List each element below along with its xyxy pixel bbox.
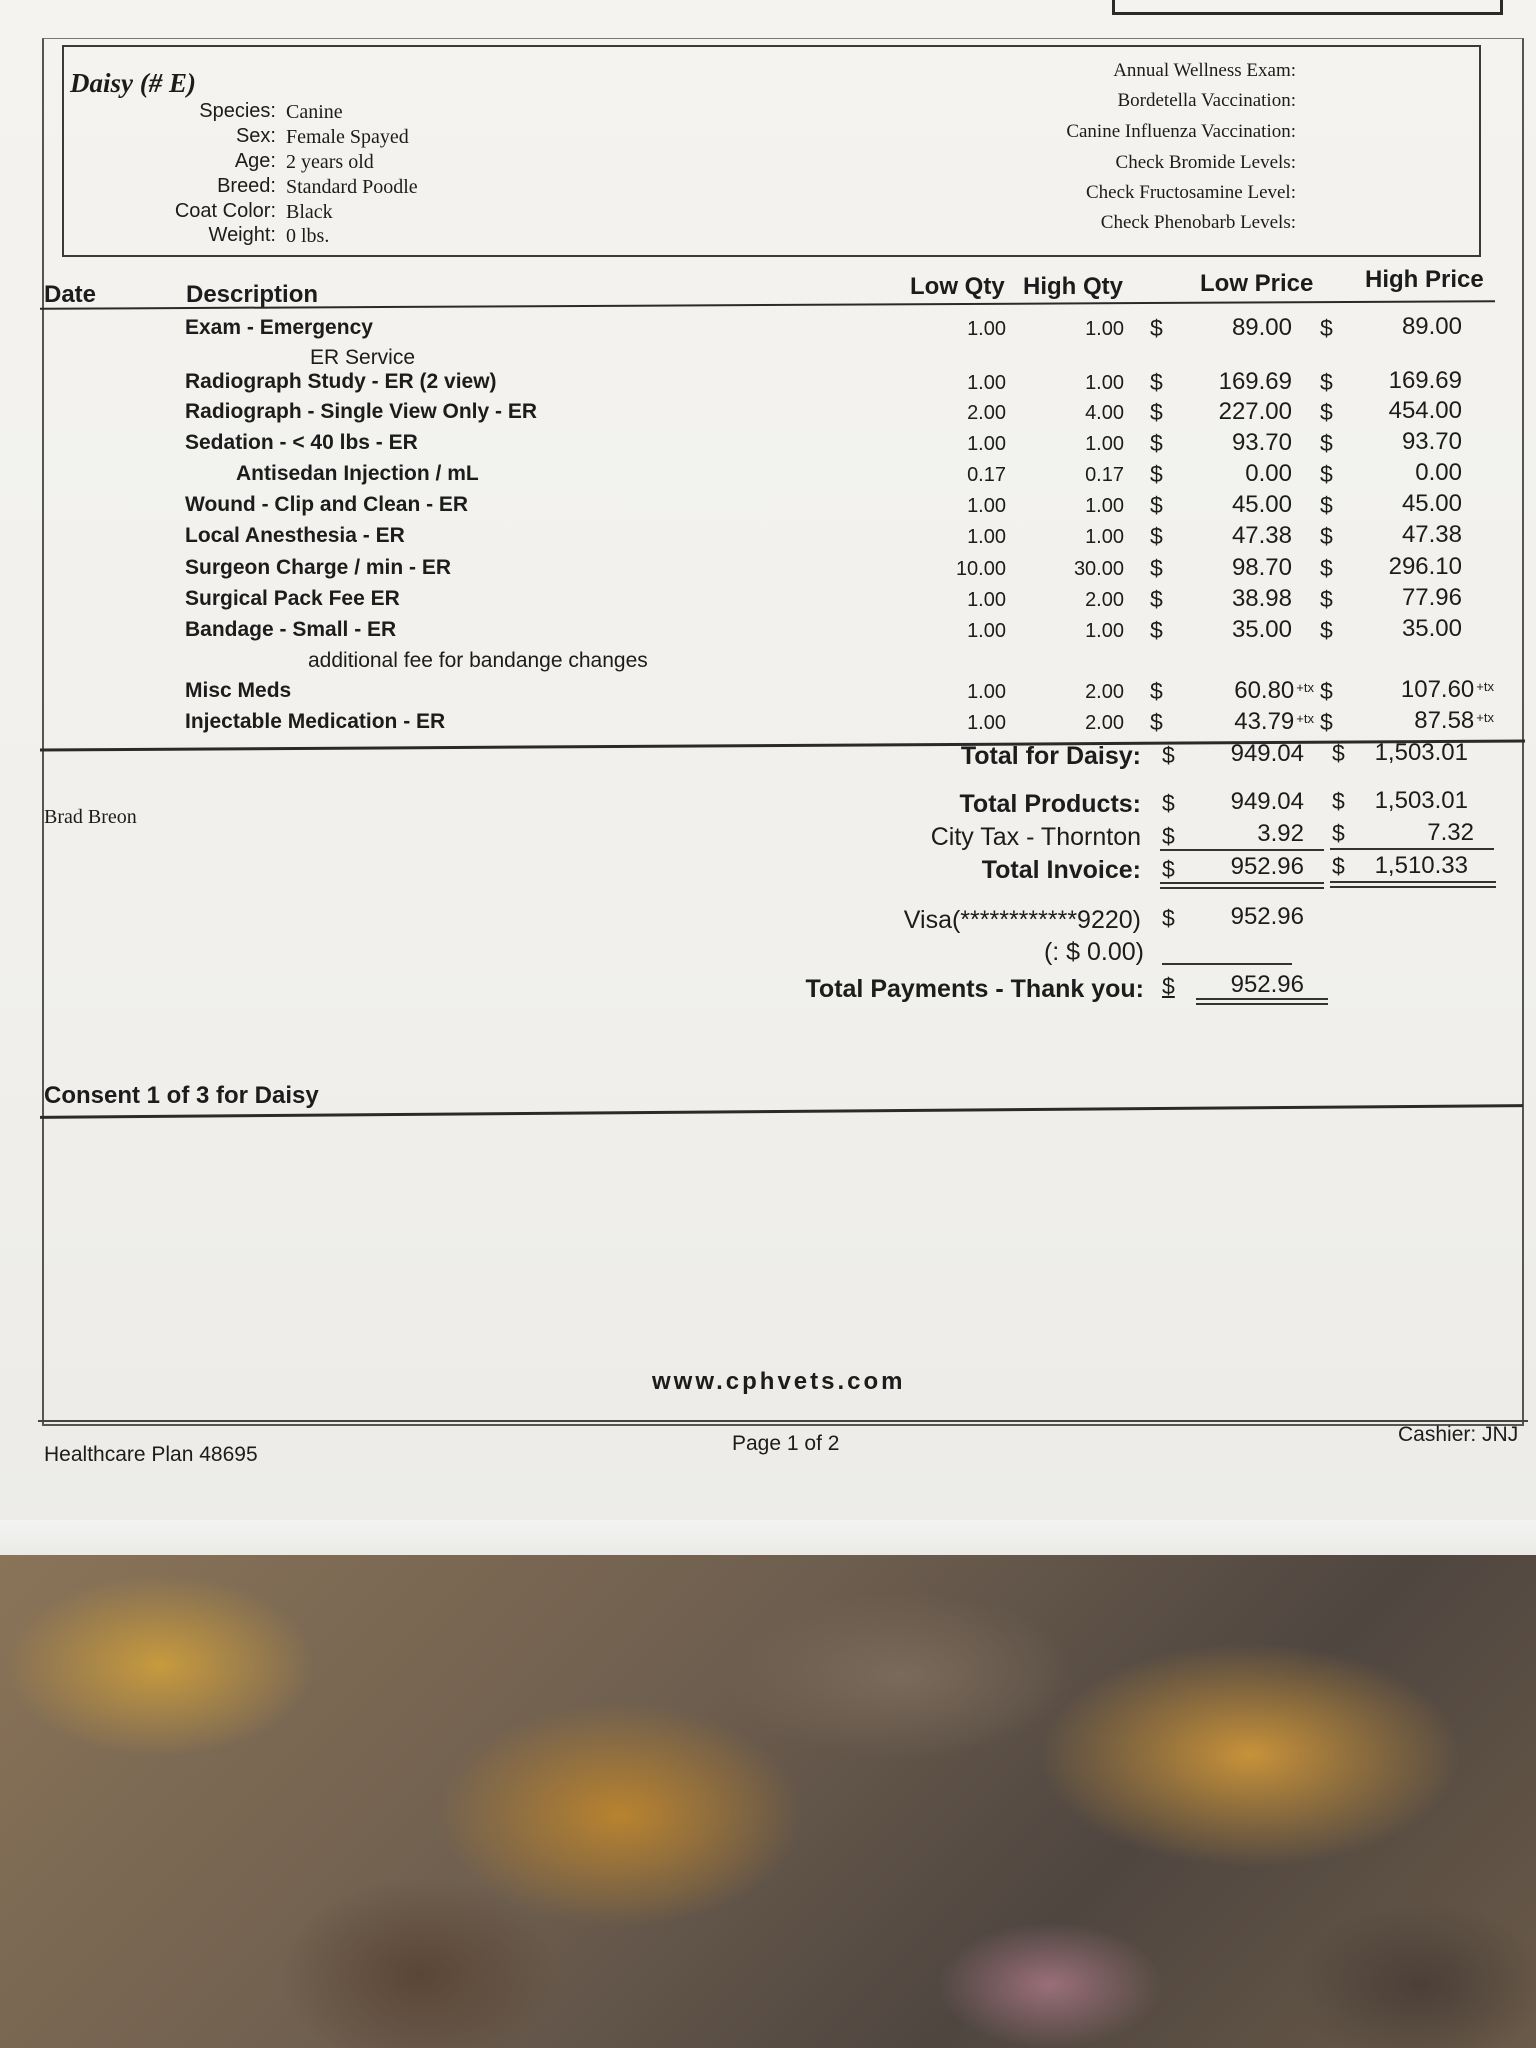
item-low-qty: 1.00 xyxy=(967,620,1006,642)
item-low-qty: 0.17 xyxy=(967,464,1006,486)
website: www.cphvets.com xyxy=(652,1368,906,1395)
healthcare-plan: Healthcare Plan 48695 xyxy=(44,1443,258,1466)
page-number: Page 1 of 2 xyxy=(732,1432,840,1455)
item-high-price xyxy=(1414,707,1494,735)
item-high-price xyxy=(1401,676,1494,704)
tax-low: 3.92 xyxy=(1257,820,1304,847)
item-low-price xyxy=(1232,314,1292,342)
item-high-price xyxy=(1389,367,1462,395)
item-low-price-value: 38.98 xyxy=(1231,585,1292,612)
visa-amount: 952.96 xyxy=(1230,903,1304,930)
currency-symbol: $ xyxy=(1150,709,1163,735)
item-low-qty: 1.00 xyxy=(967,372,1006,394)
item-low-price xyxy=(1245,460,1292,488)
item-high-price-value: 0.00 xyxy=(1415,459,1462,486)
item-low-price-value: 227.00 xyxy=(1218,398,1292,425)
item-description: Antisedan Injection / mL xyxy=(236,462,479,485)
currency-symbol: $ xyxy=(1320,492,1333,518)
currency-symbol: $ xyxy=(1162,973,1175,999)
currency-symbol: $ xyxy=(1150,617,1163,643)
change-label: (: $ 0.00) xyxy=(1043,938,1144,966)
currency-symbol: $ xyxy=(1150,555,1163,581)
item-description: Misc Meds xyxy=(185,679,292,702)
item-low-price xyxy=(1232,554,1292,582)
reminder-item: Canine Influenza Vaccination: xyxy=(1066,121,1296,142)
currency-symbol: $ xyxy=(1162,905,1175,931)
item-low-qty: 1.00 xyxy=(967,318,1006,340)
field-value: Female Spayed xyxy=(286,126,409,148)
granite-countertop xyxy=(0,1555,1536,2048)
visa-label: Visa(************9220) xyxy=(903,906,1141,934)
currency-symbol: $ xyxy=(1320,430,1333,456)
tax-underline-low xyxy=(1160,849,1324,851)
currency-symbol: $ xyxy=(1162,790,1175,816)
tax-marker: +tx xyxy=(1296,711,1314,726)
total-products-low: 949.04 xyxy=(1230,788,1304,815)
item-high-qty: 2.00 xyxy=(1085,712,1124,734)
item-high-qty: 1.00 xyxy=(1085,318,1124,340)
item-description: Surgeon Charge / min - ER xyxy=(185,556,452,579)
invoice-double-underline-high xyxy=(1330,881,1496,888)
item-low-qty: 10.00 xyxy=(955,558,1006,580)
item-high-qty: 1.00 xyxy=(1085,372,1124,394)
total-for-low: 949.04 xyxy=(1230,740,1304,767)
item-high-qty: 1.00 xyxy=(1085,620,1124,642)
currency-symbol: $ xyxy=(1162,856,1175,882)
payments-double-underline xyxy=(1196,998,1328,1005)
item-high-qty: 1.00 xyxy=(1085,495,1124,517)
item-high-price-value: 107.60 xyxy=(1400,676,1475,703)
item-high-price xyxy=(1402,313,1462,341)
invoice-double-underline-low xyxy=(1160,882,1324,889)
item-high-qty: 2.00 xyxy=(1085,589,1124,611)
patient-name: Daisy (# E) xyxy=(70,68,196,98)
item-low-qty: 1.00 xyxy=(967,712,1006,734)
item-low-price-value: 43.79 xyxy=(1234,708,1295,735)
item-low-qty: 1.00 xyxy=(967,495,1006,517)
currency-symbol: $ xyxy=(1150,461,1163,487)
item-high-price xyxy=(1402,428,1462,456)
total-products-high: 1,503.01 xyxy=(1374,787,1468,814)
item-low-price xyxy=(1232,585,1292,613)
currency-symbol: $ xyxy=(1150,523,1163,549)
item-description: Wound - Clip and Clean - ER xyxy=(185,493,469,516)
item-low-qty: 1.00 xyxy=(967,681,1006,703)
item-high-price-value: 296.10 xyxy=(1388,553,1462,580)
item-low-price xyxy=(1232,616,1292,644)
currency-symbol: $ xyxy=(1320,709,1333,735)
item-low-qty: 1.00 xyxy=(967,589,1006,611)
reminder-item: Check Bromide Levels: xyxy=(1115,152,1296,173)
field-label: Breed: xyxy=(217,175,276,197)
item-low-price-value: 0.00 xyxy=(1245,460,1292,487)
item-low-price-value: 47.38 xyxy=(1231,522,1292,549)
item-high-price xyxy=(1402,490,1462,518)
item-high-price-value: 93.70 xyxy=(1401,428,1462,455)
currency-symbol: $ xyxy=(1332,740,1345,766)
header-date: Date xyxy=(44,281,97,308)
item-high-qty: 0.17 xyxy=(1085,464,1124,486)
currency-symbol: $ xyxy=(1162,742,1175,768)
total-payments-amount: 952.96 xyxy=(1230,971,1304,998)
tax-label: City Tax - Thornton xyxy=(930,823,1141,851)
currency-symbol: $ xyxy=(1320,369,1333,395)
change-underline xyxy=(1162,963,1292,965)
header-low-qty: Low Qty xyxy=(910,273,1005,300)
field-label: Coat Color: xyxy=(174,200,276,222)
item-low-price xyxy=(1219,398,1292,426)
tax-underline-high xyxy=(1330,848,1494,850)
header-high-qty: High Qty xyxy=(1023,273,1123,300)
item-low-price-value: 60.80 xyxy=(1234,677,1295,704)
total-for-high: 1,503.01 xyxy=(1374,739,1468,766)
item-description: Radiograph Study - ER (2 view) xyxy=(185,370,497,393)
item-low-price-value: 45.00 xyxy=(1231,491,1292,518)
item-high-qty: 2.00 xyxy=(1085,681,1124,703)
currency-symbol: $ xyxy=(1320,461,1333,487)
field-label: Age: xyxy=(234,150,276,172)
currency-symbol: $ xyxy=(1320,523,1333,549)
currency-symbol: $ xyxy=(1150,678,1163,704)
currency-symbol: $ xyxy=(1320,555,1333,581)
currency-symbol: $ xyxy=(1150,399,1163,425)
footer-rule xyxy=(38,1420,1528,1422)
currency-symbol: $ xyxy=(1320,315,1333,341)
item-high-price xyxy=(1415,459,1462,487)
total-invoice-low: 952.96 xyxy=(1230,853,1304,880)
field-label: Species: xyxy=(199,100,276,122)
item-low-price-value: 35.00 xyxy=(1231,616,1292,643)
item-high-qty: 30.00 xyxy=(1073,558,1124,580)
item-low-price-value: 169.69 xyxy=(1218,368,1292,395)
item-high-price-value: 35.00 xyxy=(1401,615,1462,642)
total-products-label: Total Products: xyxy=(959,790,1141,818)
item-high-qty: 1.00 xyxy=(1085,526,1124,548)
total-invoice-label: Total Invoice: xyxy=(981,856,1141,884)
currency-symbol: $ xyxy=(1320,617,1333,643)
field-value: 2 years old xyxy=(286,151,374,173)
item-high-price xyxy=(1402,584,1462,612)
item-low-price xyxy=(1234,708,1314,736)
field-value: 0 lbs. xyxy=(286,225,330,247)
field-value: Standard Poodle xyxy=(286,176,418,198)
currency-symbol: $ xyxy=(1320,586,1333,612)
currency-symbol: $ xyxy=(1150,492,1163,518)
paper-edge xyxy=(0,1520,1536,1560)
tax-marker: +tx xyxy=(1476,710,1494,725)
currency-symbol: $ xyxy=(1332,788,1345,814)
total-invoice-high: 1,510.33 xyxy=(1374,852,1468,879)
item-high-price-value: 87.58 xyxy=(1414,707,1475,734)
item-description: Surgical Pack Fee ER xyxy=(185,587,400,610)
field-value: Canine xyxy=(286,101,343,123)
header-description: Description xyxy=(186,281,319,308)
currency-symbol: $ xyxy=(1320,399,1333,425)
item-low-price xyxy=(1219,368,1292,396)
currency-symbol: $ xyxy=(1332,853,1345,879)
doctor-name: Brad Breon xyxy=(44,806,137,828)
currency-symbol: $ xyxy=(1150,315,1163,341)
field-label: Weight: xyxy=(208,224,276,246)
item-high-qty: 1.00 xyxy=(1085,433,1124,455)
item-description: Exam - Emergency xyxy=(185,316,373,339)
header-low-price: Low Price xyxy=(1200,270,1314,297)
item-high-price xyxy=(1389,397,1462,425)
reminder-item: Annual Wellness Exam: xyxy=(1113,60,1296,81)
item-low-qty: 1.00 xyxy=(967,433,1006,455)
item-low-qty: 1.00 xyxy=(967,526,1006,548)
currency-symbol: $ xyxy=(1150,586,1163,612)
currency-symbol: $ xyxy=(1332,820,1345,846)
item-high-price xyxy=(1389,553,1462,581)
item-low-price-value: 93.70 xyxy=(1231,429,1292,456)
item-high-price-value: 45.00 xyxy=(1401,490,1462,517)
item-low-price xyxy=(1232,429,1292,457)
reminder-item: Bordetella Vaccination: xyxy=(1117,90,1296,111)
item-description: Sedation - < 40 lbs - ER xyxy=(185,431,418,454)
item-low-price-value: 89.00 xyxy=(1231,314,1292,341)
currency-symbol: $ xyxy=(1162,823,1175,849)
item-low-price xyxy=(1232,491,1292,519)
total-for-label: Total for Daisy: xyxy=(960,742,1141,770)
header-high-price: High Price xyxy=(1365,266,1484,293)
item-high-price-value: 89.00 xyxy=(1401,313,1462,340)
er-service-note: ER Service xyxy=(310,346,416,369)
item-high-price-value: 77.96 xyxy=(1401,584,1462,611)
field-label: Sex: xyxy=(235,125,276,147)
tax-high: 7.32 xyxy=(1427,819,1474,846)
item-high-price xyxy=(1402,615,1462,643)
item-description: Radiograph - Single View Only - ER xyxy=(185,400,537,423)
item-high-qty: 4.00 xyxy=(1085,402,1124,424)
item-high-price-value: 47.38 xyxy=(1401,521,1462,548)
item-high-price-value: 454.00 xyxy=(1388,397,1462,424)
reminder-item: Check Phenobarb Levels: xyxy=(1100,212,1296,233)
cashier: Cashier: JNJ xyxy=(1398,1423,1519,1446)
item-high-price-value: 169.69 xyxy=(1388,367,1462,394)
currency-symbol: $ xyxy=(1150,369,1163,395)
item-description: Injectable Medication - ER xyxy=(185,710,446,733)
item-description: Local Anesthesia - ER xyxy=(185,524,405,547)
tax-marker: +tx xyxy=(1476,679,1494,694)
item-low-price xyxy=(1232,522,1292,550)
currency-symbol: $ xyxy=(1150,430,1163,456)
item-high-price xyxy=(1402,521,1462,549)
header-box xyxy=(1112,0,1503,15)
consent-title: Consent 1 of 3 for Daisy xyxy=(44,1082,319,1109)
field-value: Black xyxy=(286,201,333,223)
item-description: Bandage - Small - ER xyxy=(185,618,397,641)
currency-symbol: $ xyxy=(1320,678,1333,704)
tax-marker: +tx xyxy=(1296,680,1314,695)
total-payments-label: Total Payments - Thank you: xyxy=(805,975,1144,1003)
bandage-note: additional fee for bandange changes xyxy=(308,649,648,672)
reminder-item: Check Fructosamine Level: xyxy=(1086,182,1296,203)
item-low-price-value: 98.70 xyxy=(1231,554,1292,581)
item-low-qty: 2.00 xyxy=(967,402,1006,424)
item-low-price xyxy=(1234,677,1314,705)
